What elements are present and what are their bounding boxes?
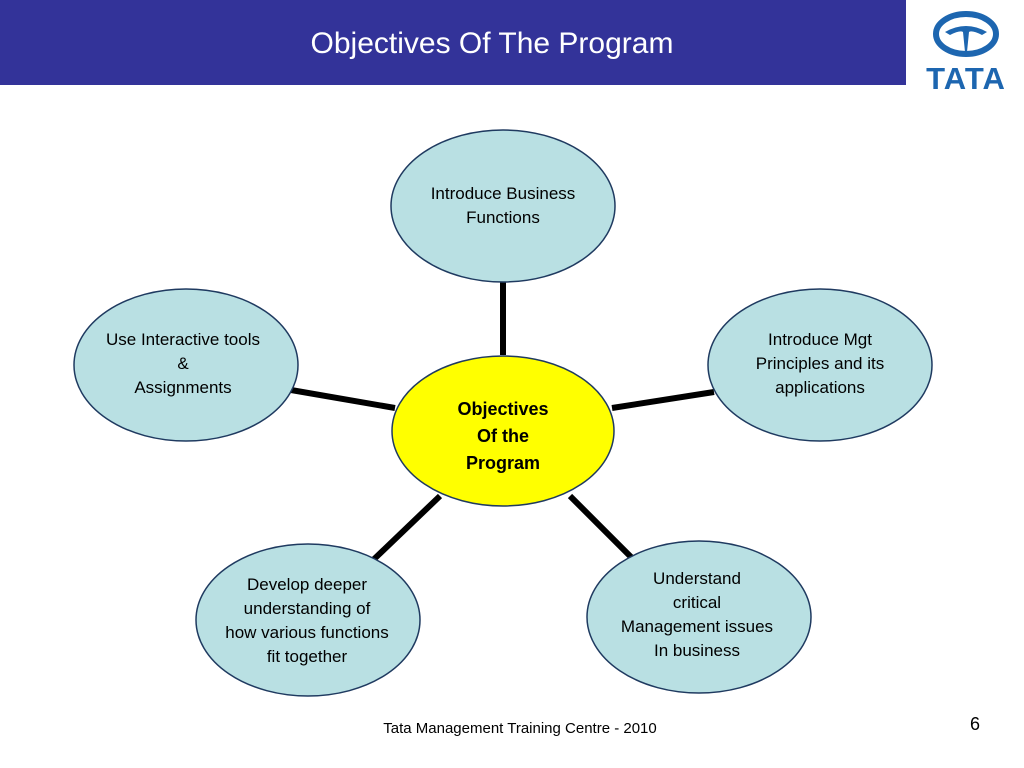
connector-right — [612, 392, 714, 408]
node-label-interactive-tools: Use Interactive tools & Assignments — [105, 330, 260, 397]
node-label-mgt-principles: Introduce Mgt Principles and its applications — [755, 330, 885, 397]
connector-left — [291, 390, 395, 408]
node-label-deeper-understanding: Develop deeper understanding of how various functions fit together — [225, 575, 389, 666]
center-node-label: Objectives Of the Program — [457, 399, 549, 473]
tata-wordmark: TATA — [926, 61, 1006, 96]
slide-title: Objectives Of The Program — [310, 27, 674, 60]
connector-bottom-left — [370, 496, 440, 563]
connector-bottom-right — [570, 496, 637, 563]
node-label-business-functions: Introduce Business Functions — [430, 184, 576, 227]
page-number: 6 — [969, 714, 980, 734]
node-label-critical-issues: Understand critical Management issues In business — [620, 569, 774, 660]
slide-footer: Tata Management Training Centre - 2010 — [383, 720, 657, 737]
